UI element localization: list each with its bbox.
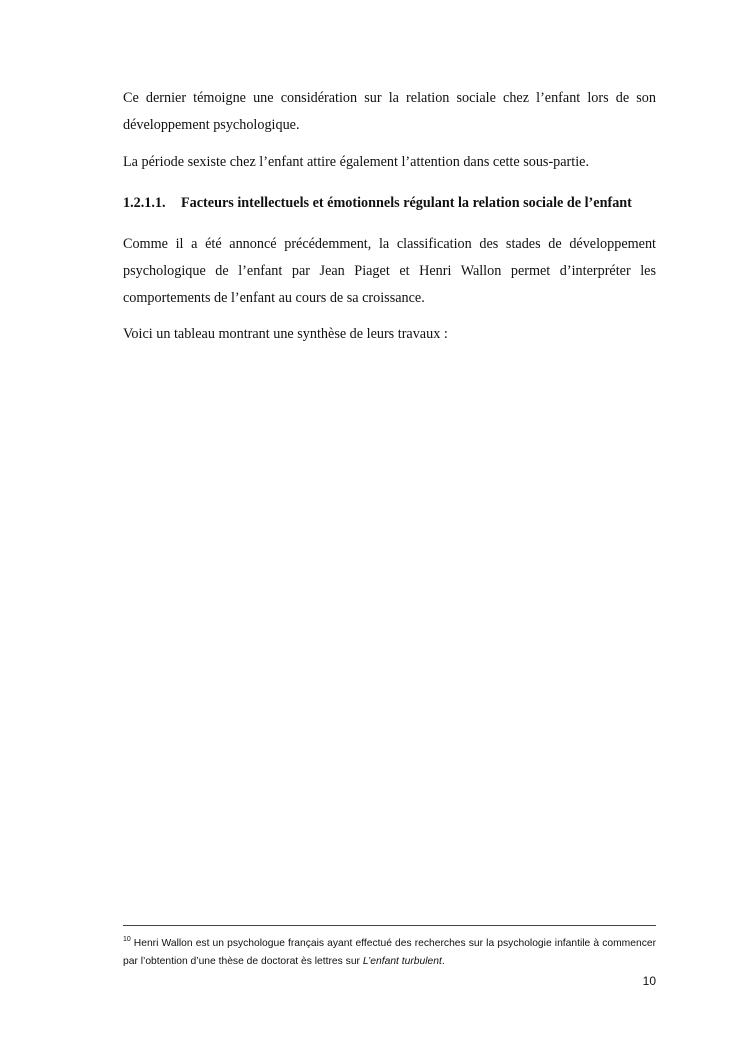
footnote-text: Henri Wallon est un psychologue français ayant effectué des recherches sur la psychologie infantile à commencer par l’obtention d’une thèse de doctorat ès lettres sur <box>123 938 656 967</box>
footnote-separator <box>123 925 656 926</box>
section-heading <box>123 193 663 213</box>
footnote-period: . <box>441 956 445 967</box>
paragraph-classification: Comme il a été annoncé précédemment, la classification des stades de développement psychologique de l’enfant par Jean Piaget et Henri Wallon permet d’interpréter les comportements de l’enfant au cours de sa croissance. <box>123 236 656 306</box>
page-number: 10 <box>642 974 656 988</box>
footnote-marker: 10 <box>123 936 131 943</box>
paragraph-sexist-period: La période sexiste chez l’enfant attire également l’attention dans cette sous-partie. <box>123 154 590 170</box>
footnote-book-title: L’enfant turbulent <box>362 956 442 967</box>
section-heading-number: 1.2.1.1. <box>123 195 166 211</box>
footnote <box>123 931 656 971</box>
section-heading-title: Facteurs intellectuels et émotionnels régulant la relation sociale de l’enfant <box>181 195 632 211</box>
paragraph-intro-line1: Ce dernier témoigne une considération sur la relation sociale chez l’enfant lors de son <box>123 90 656 106</box>
paragraph-table-intro: Voici un tableau montrant une synthèse de leurs travaux : <box>123 326 448 342</box>
paragraph-intro-line2: développement psychologique. <box>123 117 300 133</box>
